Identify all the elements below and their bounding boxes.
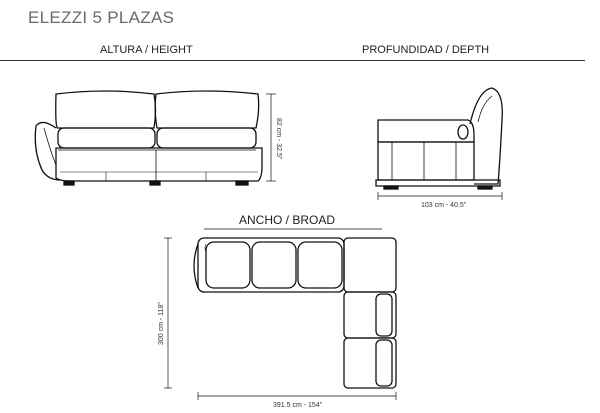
length-dimension: 300 cm - 118" [158,302,165,345]
depth-dimension: 103 cm - 40.5" [421,202,467,209]
top-view-label: ANCHO / BROAD [239,213,336,227]
side-view-label: PROFUNDIDAD / DEPTH [362,44,490,56]
product-title: ELEZZI 5 PLAZAS [28,8,175,27]
front-view-label: ALTURA / HEIGHT [100,44,193,56]
side-view-drawing [376,88,502,200]
width-dimension: 391.5 cm - 154" [273,402,323,409]
front-view-drawing [35,91,276,185]
top-view-drawing [164,229,396,400]
height-dimension: 82 cm - 32.5" [275,118,282,160]
